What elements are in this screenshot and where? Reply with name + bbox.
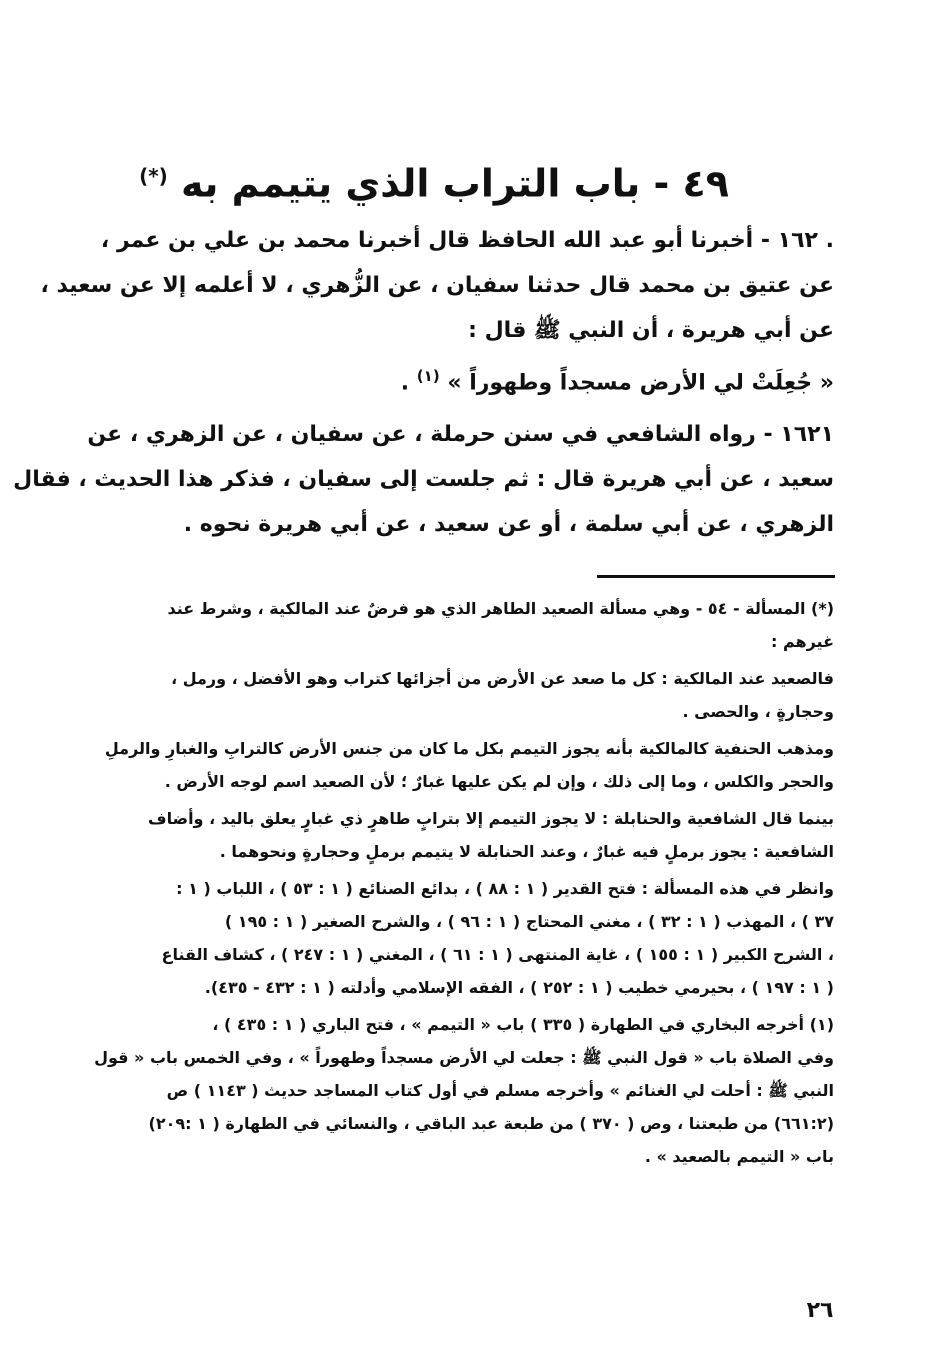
footnote-line: باب « التيمم بالصعيد » .: [644, 1147, 834, 1166]
hadith-1621-line-2: سعيد ، عن أبي هريرة قال : ثم جلست إلى سفيان ، فذكر هذا الحديث ، فقال: [13, 467, 834, 492]
title-footnote-mark: (*): [139, 164, 168, 188]
footnote-line: والحجر والكلس ، وما إلى ذلك ، وإن لم يكن عليها غبارٌ ؛ لأن الصعيد اسم لوجه الأرض .: [164, 772, 834, 791]
hadith-162-line-1: . ١٦٢ - أخبرنا أبو عبد الله الحافظ قال أخبرنا محمد بن علي بن عمر ،: [100, 228, 834, 253]
chapter-title: [134, 148, 734, 212]
hadith-1621-line-1: ١٦٢١ - رواه الشافعي في سنن حرملة ، عن سفيان ، عن الزهري ، عن: [87, 422, 834, 447]
footnote-line: وفي الصلاة باب « قول النبي ﷺ : جعلت لي الأرض مسجداً وطهوراً » ، وفي الخمس باب « قول: [94, 1048, 834, 1067]
footnote-maliki: [115, 662, 834, 728]
quote-footnote-ref: (١): [416, 367, 440, 385]
quote-end: .: [400, 370, 410, 396]
footnote-line: وانظر في هذه المسألة : فتح القدير ( ١ : ٨٨ ) ، بدائع الصنائع ( ١ : ٥٣ ) ، اللباب ( ١ :: [176, 879, 834, 898]
hadith-1621: [13, 412, 834, 547]
footnote-line: ومذهب الحنفية كالمالكية بأنه يجوز التيمم بكل ما كان من جنس الأرض كالترابِ والغبارِ والرملِ: [104, 739, 834, 758]
footnote-line: وحجارةٍ ، والحصى .: [682, 702, 834, 721]
chapter-title-text: ٤٩ - باب التراب الذي يتيمم به: [181, 161, 729, 206]
footnote-line: (*) المسألة - ٥٤ - وهي مسألة الصعيد الطاهر الذي هو فرضٌ عند المالكية ، وشرط عند: [167, 599, 834, 618]
footnote-line: ٣٧ ) ، المهذب ( ١ : ٣٢ ) ، مغني المحتاج ( ١ : ٩٦ ) ، والشرح الصغير ( ١ : ١٩٥ ): [224, 912, 834, 931]
hadith-quote: [115, 354, 834, 405]
footnote-line: النبي ﷺ : أحلت لي الغنائم » وأخرجه مسلم في أول كتاب المساجد حديث ( ١١٤٣ ) ص: [166, 1081, 834, 1100]
footnote-line: غيرهم :: [770, 632, 834, 651]
footnote-line: ( ١ : ١٩٧ ) ، بحيرمي خطيب ( ١ : ٢٥٢ ) ، الفقه الإسلامي وأدلته ( ١ : ٤٣٢ - ٤٣٥).: [204, 978, 834, 997]
quote-text: « جُعِلَتْ لي الأرض مسجداً وطهوراً »: [447, 370, 834, 396]
footnote-line: فالصعيد عند المالكية : كل ما صعد عن الأرض من أجزائها كتراب وهو الأفضل ، ورمل ،: [171, 669, 834, 688]
footnote-references: [115, 872, 834, 1004]
hadith-162-line-2: عن عتيق بن محمد قال حدثنا سفيان ، عن الزُّهري ، لا أعلمه إلا عن سعيد ،: [40, 273, 834, 298]
footnotes: [94, 592, 834, 1177]
footnote-line: الشافعية : يجوز برملٍ فيه غبارٌ ، وعند الحنابلة لا يتيمم برملٍ وحجارةٍ ونحوهما .: [219, 842, 834, 861]
footnote-separator: [597, 575, 835, 578]
footnote-shafii-hanbali: [115, 802, 834, 868]
footnote-line: (١) أخرجه البخاري في الطهارة ( ٣٣٥ ) باب « التيمم » ، فتح الباري ( ١ : ٤٣٥ ) ،: [212, 1015, 834, 1034]
page-number: ٢٦: [806, 1298, 834, 1323]
footnote-hanafi: [104, 732, 834, 798]
footnote-line: (٦٦١:٢) من طبعتنا ، وص ( ٣٧٠ ) من طبعة عبد الباقي ، والنسائي في الطهارة ( ١ :٢٠٩): [148, 1114, 834, 1133]
footnote-line: بينما قال الشافعية والحنابلة : لا يجوز التيمم إلا بترابٍ طاهرٍ ذي غبارٍ يعلق باليد ، وأضاف: [148, 809, 834, 828]
footnote-line: ، الشرح الكبير ( ١ : ١٥٥ ) ، غاية المنتهى ( ١ : ٦١ ) ، المغني ( ١ : ٢٤٧ ) ، كشاف القناع: [161, 945, 834, 964]
footnote-mas-ala: [115, 592, 834, 658]
hadith-162: [40, 218, 834, 353]
hadith-162-line-3: عن أبي هريرة ، أن النبي ﷺ قال :: [468, 318, 834, 343]
hadith-1621-line-3: الزهري ، عن أبي سلمة ، أو عن سعيد ، عن أبي هريرة نحوه .: [183, 512, 834, 537]
footnote-1: [94, 1008, 834, 1173]
